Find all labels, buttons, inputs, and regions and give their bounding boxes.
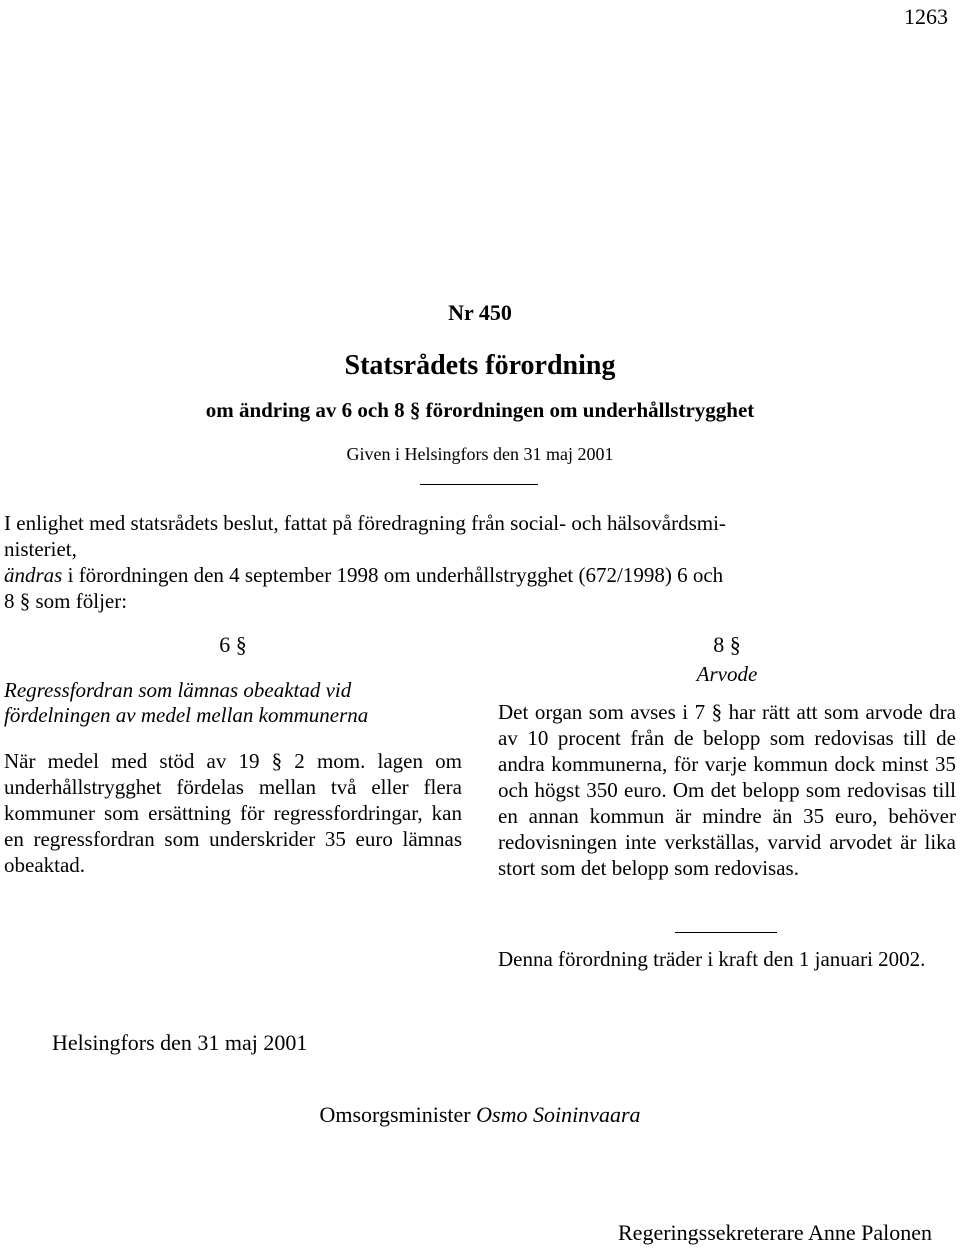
document-title: Statsrådets förordning: [344, 350, 616, 381]
section-8: [498, 632, 956, 881]
header-divider: [420, 484, 538, 485]
minister-signature: [0, 1102, 960, 1128]
section-divider: [675, 932, 777, 933]
section-6: [4, 632, 462, 878]
intro-line1-left: I enlighet med statsrådets beslut, fattat på föredragning från: [4, 511, 505, 535]
section-8-heading: 8 §: [713, 632, 741, 657]
statute-number: Nr 450: [448, 300, 512, 325]
section-8-text: Det organ som avses i 7 § har rätt att som arvode dra av 10 procent från de belopp som redovisas till de andra kommunerna, för varje kommun dock minst 35 och högst 350 euro. Om det belopp som redovisas till en annan kommun är mindre än 35 euro, behöver redovisningen inte verkställas, varvid arvodet är lika stort som det belopp som redovisas.: [498, 700, 956, 880]
section-6-text: När medel med stöd av 19 § 2 mom. lagen om underhållstrygghet fördelas mellan två eller flera kommuner som ersättning för regressfordringar, kan en regressfordran som underskrider 35 euro lämnas obeaktad.: [4, 749, 462, 877]
document-subtitle: om ändring av 6 och 8 § förordningen om underhållstrygghet: [205, 398, 755, 422]
section-6-title-line1: Regressfordran som lämnas obeaktad vid: [4, 678, 352, 702]
intro-line1-right: social- och hälsovårdsmi-: [510, 511, 726, 535]
intro-line2: nisteriet,: [4, 537, 77, 561]
intro-italic-verb: ändras: [4, 563, 63, 587]
intro-paragraph: [4, 510, 956, 614]
intro-line3-b: den 4 september 1998 om underhållstrygghet (672/1998) 6 och: [193, 563, 724, 587]
section-6-title-line2: fördelningen av medel mellan kommunerna: [4, 703, 369, 727]
intro-line4: 8 § som följer:: [4, 589, 128, 613]
page-number: 1263: [904, 4, 948, 29]
signature-place-date: Helsingfors den 31 maj 2001: [52, 1030, 308, 1055]
minister-title: Omsorgsminister: [319, 1102, 471, 1127]
given-date: Given i Helsingfors den 31 maj 2001: [346, 444, 614, 464]
secretary-signature: Regeringssekreterare Anne Palonen: [618, 1220, 932, 1245]
section-6-heading: 6 §: [219, 632, 247, 657]
minister-name: Osmo Soininvaara: [476, 1102, 641, 1127]
section-8-title: Arvode: [696, 662, 758, 686]
entry-into-force: Denna förordning träder i kraft den 1 januari 2002.: [498, 947, 926, 971]
intro-line3-a: i förordningen: [67, 563, 189, 587]
